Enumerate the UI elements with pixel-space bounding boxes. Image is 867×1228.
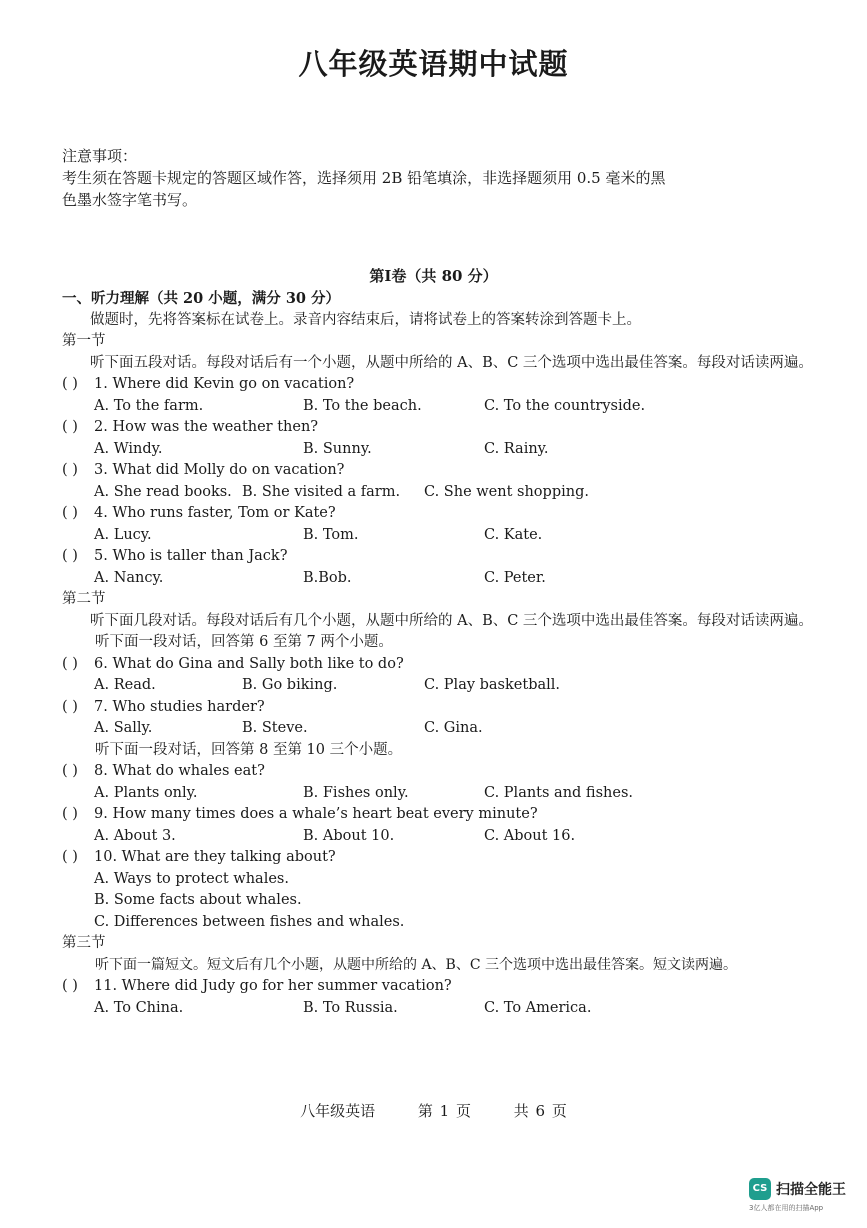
question-1-options <box>62 396 832 418</box>
question-3 <box>62 460 832 482</box>
question-text: 3. What did Molly do on vacation? <box>94 462 345 478</box>
option-a: A. To the farm. <box>94 397 204 414</box>
question-text: 10. What are they talking about? <box>94 849 336 865</box>
question-2 <box>62 417 832 439</box>
section2-sub-instruction-2: 听下面一段对话，回答第 8 至第 10 三个小题。 <box>95 741 403 758</box>
section2-instruction: 听下面几段对话。每段对话后有几个小题，从题中所给的 A、B、C 三个选项中选出最佳答案。每段对话读两遍。 <box>90 612 813 629</box>
section1-instruction: 听下面五段对话。每段对话后有一个小题，从题中所给的 A、B、C 三个选项中选出最佳答案。每段对话读两遍。 <box>90 354 813 371</box>
question-3-options <box>62 482 832 504</box>
section2-sub-instruction-1: 听下面一段对话，回答第 6 至第 7 两个小题。 <box>95 634 393 650</box>
option-c: C. Peter. <box>484 569 546 586</box>
watermark-app-name: 扫描全能王 <box>776 1182 846 1198</box>
question-6 <box>62 654 832 676</box>
notice-heading: 注意事项： <box>62 147 138 165</box>
section1-label: 第一节 <box>62 333 106 349</box>
footer-subject: 八年级英语 <box>300 1102 376 1120</box>
question-1 <box>62 374 832 396</box>
question-text: 5. Who is taller than Jack? <box>94 548 288 564</box>
option-a: A. Plants only. <box>94 784 198 801</box>
option-a: A. Read. <box>94 677 156 693</box>
question-10 <box>62 847 832 869</box>
option-b: B. Fishes only. <box>303 784 409 801</box>
notice-block <box>62 145 782 211</box>
answer-blank[interactable]: ( ) <box>62 978 78 994</box>
option-c: C. She went shopping. <box>424 483 589 500</box>
question-7 <box>62 697 832 719</box>
question-8 <box>62 761 832 783</box>
question-text: 8. What do whales eat? <box>94 763 265 779</box>
option-a: A. About 3. <box>94 827 176 844</box>
question-6-options <box>62 675 832 697</box>
question-text: 11. Where did Judy go for her summer vacation? <box>94 978 452 994</box>
option-a: A. Ways to protect whales. <box>94 870 289 887</box>
option-c: C. Kate. <box>484 526 543 543</box>
question-4 <box>62 503 832 525</box>
question-7-options <box>62 718 832 740</box>
part1-heading: 一、听力理解（共 20 小题，满分 30 分） <box>62 290 341 307</box>
answer-blank[interactable]: ( ) <box>62 698 78 715</box>
part1-instruction: 做题时，先将答案标在试卷上。录音内容结束后，请将试卷上的答案转涂到答题卡上。 <box>90 311 641 328</box>
answer-blank[interactable]: ( ) <box>62 806 78 822</box>
section3-instruction: 听下面一篇短文。短文后有几个小题，从题中所给的 A、B、C 三个选项中选出最佳答案。短文读两遍。 <box>95 956 738 973</box>
option-b: B. Tom. <box>303 526 359 543</box>
option-a: A. She read books. <box>94 483 232 500</box>
question-5 <box>62 546 832 568</box>
question-2-options <box>62 439 832 461</box>
camscanner-logo-icon: CS <box>749 1178 771 1200</box>
option-b: B. She visited a farm. <box>242 483 401 500</box>
option-b: B. To Russia. <box>303 999 398 1016</box>
question-text: 4. Who runs faster, Tom or Kate? <box>94 505 336 521</box>
question-5-options <box>62 568 832 590</box>
volume-heading: 第Ⅰ卷（共 80 分） <box>369 267 498 285</box>
answer-blank[interactable]: ( ) <box>62 548 78 564</box>
option-a: A. To China. <box>94 999 184 1016</box>
section2-label: 第二节 <box>62 591 106 607</box>
question-text: 6. What do Gina and Sally both like to do? <box>94 655 404 672</box>
exam-content <box>62 288 832 1019</box>
option-c: C. To the countryside. <box>484 397 646 414</box>
page-footer <box>0 1100 867 1121</box>
option-c: C. Plants and fishes. <box>484 784 634 801</box>
option-b: B. Steve. <box>242 720 308 736</box>
footer-page-number: 第 1 页 <box>417 1102 471 1120</box>
option-a: A. Lucy. <box>94 526 152 543</box>
answer-blank[interactable]: ( ) <box>62 376 78 392</box>
answer-blank[interactable]: ( ) <box>62 849 78 865</box>
option-a: A. Windy. <box>94 440 163 457</box>
answer-blank[interactable]: ( ) <box>62 655 78 672</box>
section3-label: 第三节 <box>62 935 106 951</box>
option-a: A. Nancy. <box>94 569 164 586</box>
notice-line-2: 色墨水签字笔书写。 <box>62 191 198 209</box>
option-b: B. To the beach. <box>303 397 422 414</box>
option-c: C. To America. <box>484 999 592 1016</box>
option-c: C. Differences between fishes and whales. <box>94 913 405 930</box>
option-c: C. Play basketball. <box>424 677 561 693</box>
watermark-tagline: 3亿人都在用的扫描App <box>749 1204 824 1212</box>
notice-line-1: 考生须在答题卡规定的答题区域作答，选择须用 2B 铅笔填涂，非选择题须用 0.5 毫米的黑 <box>62 169 666 187</box>
answer-blank[interactable]: ( ) <box>62 763 78 779</box>
option-b: B.Bob. <box>303 569 352 586</box>
question-4-options <box>62 525 832 547</box>
question-11-options <box>62 998 832 1020</box>
option-b: B. Some facts about whales. <box>94 892 302 908</box>
question-text: 2. How was the weather then? <box>94 419 319 435</box>
question-11 <box>62 976 832 998</box>
footer-total-pages: 共 6 页 <box>513 1102 567 1120</box>
option-c: C. About 16. <box>484 827 576 844</box>
scanner-watermark <box>749 1176 849 1216</box>
option-a: A. Sally. <box>94 720 153 736</box>
option-b: B. About 10. <box>303 827 395 844</box>
question-text: 9. How many times does a whale’s heart beat every minute? <box>94 806 538 822</box>
answer-blank[interactable]: ( ) <box>62 505 78 521</box>
answer-blank[interactable]: ( ) <box>62 419 78 435</box>
question-9-options <box>62 826 832 848</box>
page-title: 八年级英语期中试题 <box>298 47 569 81</box>
option-c: C. Gina. <box>424 720 483 736</box>
question-text: 1. Where did Kevin go on vacation? <box>94 376 355 392</box>
question-9 <box>62 804 832 826</box>
answer-blank[interactable]: ( ) <box>62 462 78 478</box>
question-text: 7. Who studies harder? <box>94 698 265 715</box>
option-b: B. Sunny. <box>303 440 372 457</box>
option-c: C. Rainy. <box>484 440 549 457</box>
question-8-options <box>62 783 832 805</box>
option-b: B. Go biking. <box>242 677 338 693</box>
